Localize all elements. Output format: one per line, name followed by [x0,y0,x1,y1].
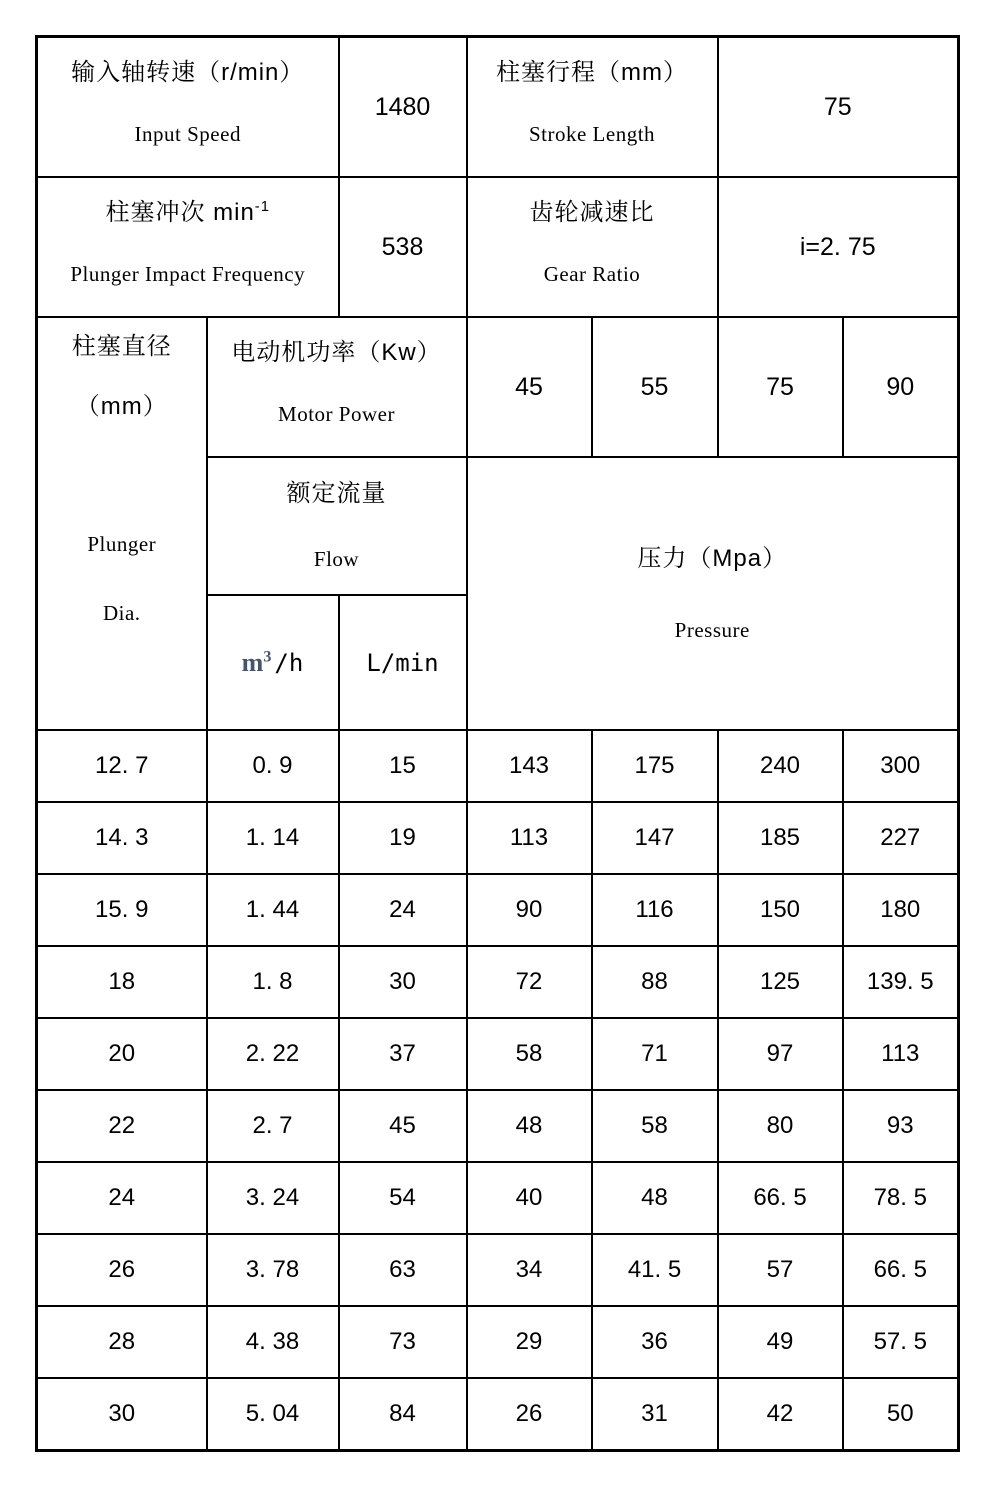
data-cell: 49 [718,1306,843,1378]
plunger-dia-label-en2: Dia. [102,601,141,626]
data-cell: 41. 5 [592,1234,718,1306]
data-cell: 180 [843,874,959,946]
plunger-impact-sup: -1 [254,199,271,216]
data-cell: 116 [592,874,718,946]
table-row [37,1018,959,1090]
data-cell: 90 [467,874,592,946]
data-cell: 150 [718,874,843,946]
table-row [37,1234,959,1306]
pressure-label-zh: 压力（Mpa） [637,544,788,572]
header-row-1 [37,37,959,178]
data-cell: 143 [467,730,592,802]
stroke-length-label-en: Stroke Length [528,122,656,147]
data-cell: 0. 9 [207,730,339,802]
flow-unit-per-h: /h [274,648,304,677]
data-cell: 31 [592,1378,718,1451]
data-cell: 3. 78 [207,1234,339,1306]
data-cell: 48 [467,1090,592,1162]
data-cell: 18 [37,946,207,1018]
gear-ratio-label-zh: 齿轮减速比 [529,199,655,227]
flow-unit-lmin-cell: L/min [339,595,467,730]
data-cell: 72 [467,946,592,1018]
plunger-impact-label-zh: 柱塞冲次 $\min^{-1}$ [105,199,271,227]
data-cell: 1. 44 [207,874,339,946]
gear-ratio-label-cell [467,177,718,317]
flow-label-cell [207,457,467,595]
data-cell: 19 [339,802,467,874]
data-cell: 4. 38 [207,1306,339,1378]
table-row [37,946,959,1018]
data-cell: 78. 5 [843,1162,959,1234]
gear-ratio-label-en: Gear Ratio [543,262,641,287]
header-row-3 [37,317,959,457]
data-cell: 42 [718,1378,843,1451]
pressure-label-cell [467,457,959,730]
data-cell: 15 [339,730,467,802]
flow-label-zh: 额定流量 [286,480,387,508]
pressure-label-en: Pressure [674,617,750,642]
data-cell: 54 [339,1162,467,1234]
flow-unit-m3h-cell [207,595,339,730]
motor-power-value-45: 45 [467,317,592,457]
data-cell: 26 [37,1234,207,1306]
plunger-impact-label-cell [37,177,339,317]
data-cell: 48 [592,1162,718,1234]
stroke-length-label-cell [467,37,718,178]
input-speed-value: 1480 [339,37,467,178]
pump-spec-table [35,35,960,1452]
motor-power-value-75: 75 [718,317,843,457]
data-cell: 30 [37,1378,207,1451]
data-cell: 14. 3 [37,802,207,874]
data-cell: 97 [718,1018,843,1090]
data-cell: 24 [37,1162,207,1234]
data-cell: 73 [339,1306,467,1378]
data-cell: 80 [718,1090,843,1162]
data-cell: 26 [467,1378,592,1451]
data-cell: 28 [37,1306,207,1378]
motor-power-label-en: Motor Power [278,402,395,427]
data-cell: 113 [843,1018,959,1090]
data-cell: 34 [467,1234,592,1306]
data-cell: 63 [339,1234,467,1306]
data-cell: 36 [592,1306,718,1378]
data-cell: 1. 8 [207,946,339,1018]
data-cell: 147 [592,802,718,874]
data-cell: 88 [592,946,718,1018]
data-cell: 57. 5 [843,1306,959,1378]
data-cell: 1. 14 [207,802,339,874]
table-row [37,1090,959,1162]
data-cell: 300 [843,730,959,802]
stroke-length-label-zh: 柱塞行程（mm） [496,59,688,87]
input-speed-label-en: Input Speed [134,122,241,147]
motor-power-value-90: 90 [843,317,959,457]
motor-power-label-zh: 电动机功率（Kw） [231,339,442,367]
plunger-dia-label-cell [37,317,207,730]
table-row [37,1378,959,1451]
input-speed-label-cell [37,37,339,178]
plunger-dia-label-en1: Plunger [87,532,157,556]
plunger-impact-value: 538 [339,177,467,317]
data-cell: 185 [718,802,843,874]
table-row [37,874,959,946]
data-cell: 93 [843,1090,959,1162]
data-cell: 24 [339,874,467,946]
stroke-length-value: 75 [718,37,959,178]
data-cell: 2. 22 [207,1018,339,1090]
data-cell: 57 [718,1234,843,1306]
data-cell: 66. 5 [718,1162,843,1234]
data-cell: 2. 7 [207,1090,339,1162]
data-cell: 139. 5 [843,946,959,1018]
table-row [37,1306,959,1378]
flow-unit-m3: $m^3$ [241,647,272,677]
table-row [37,1162,959,1234]
data-cell: 84 [339,1378,467,1451]
data-cell: 125 [718,946,843,1018]
data-cell: 30 [339,946,467,1018]
data-cell: 58 [467,1018,592,1090]
plunger-impact-label-en: Plunger Impact Frequency [70,262,306,287]
plunger-dia-label-unit: （mm） [75,393,168,420]
data-cell: 45 [339,1090,467,1162]
data-cell: 240 [718,730,843,802]
data-cell: 175 [592,730,718,802]
table-row [37,802,959,874]
data-cell: 40 [467,1162,592,1234]
data-cell: 37 [339,1018,467,1090]
data-cell: 20 [37,1018,207,1090]
table-row [37,730,959,802]
data-cell: 227 [843,802,959,874]
gear-ratio-value: i=2. 75 [718,177,959,317]
flow-label-en: Flow [313,547,360,572]
data-cell: 71 [592,1018,718,1090]
data-cell: 50 [843,1378,959,1451]
data-cell: 15. 9 [37,874,207,946]
data-cell: 22 [37,1090,207,1162]
data-cell: 113 [467,802,592,874]
motor-power-value-55: 55 [592,317,718,457]
input-speed-label-zh: 输入轴转速（r/min） [71,59,305,87]
plunger-dia-label-zh: 柱塞直径 [71,333,172,360]
data-cell: 12. 7 [37,730,207,802]
motor-power-label-cell [207,317,467,457]
data-cell: 5. 04 [207,1378,339,1451]
data-cell: 29 [467,1306,592,1378]
data-cell: 66. 5 [843,1234,959,1306]
data-cell: 58 [592,1090,718,1162]
data-cell: 3. 24 [207,1162,339,1234]
header-row-2 [37,177,959,317]
